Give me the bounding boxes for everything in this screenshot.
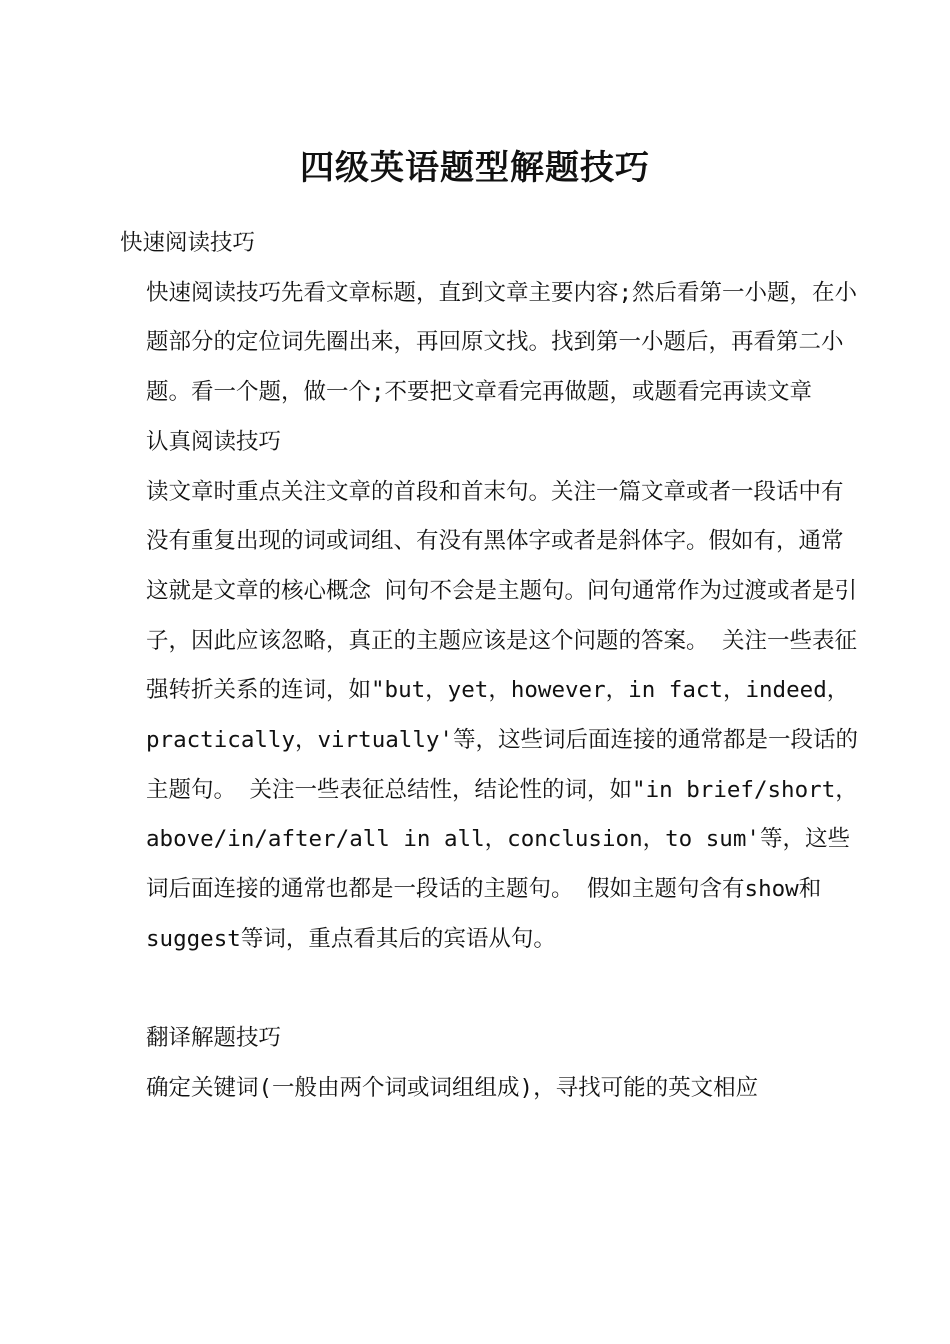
paragraph-spacer [120,965,860,1015]
section-paragraph-careful-reading: 读文章时重点关注文章的首段和首末句。关注一篇文章或者一段话中有没有重复出现的词或词组、有没有黑体字或者是斜体字。假如有，通常这就是文章的核心概念 问句不会是主题句。问句通常作为过渡或者是引子，因此应该忽略，真正的主题应该是这个问题的答案。 关注一些表征强转折关系的连词，如"but，yet，however，in fact，indeed，practically，virtually'等，这些词后面连接的通常都是一段话的主题句。 关注一些表征总结性，结论性的词，如"in brief/short，above/in/after/all in all，conclusion，to sum'等，这些词后面连接的通常也都是一段话的主题句。 假如主题句含有show和suggest等词，重点看其后的宾语从句。 [146,478,858,952]
section-paragraph-translation: 确定关键词(一般由两个词或词组组成)，寻找可能的英文相应 [146,1074,759,1101]
section-heading-translation: 翻译解题技巧 [146,1025,282,1052]
section-heading-fast-reading: 快速阅读技巧 [120,230,256,256]
document-body [120,219,860,1114]
section-heading-careful-reading: 认真阅读技巧 [146,428,282,455]
section-paragraph-fast-reading: 快速阅读技巧先看文章标题，直到文章主要内容;然后看第一小题，在小题部分的定位词先圈出来，再回原文找。找到第一小题后，再看第二小题。看一个题，做一个;不要把文章看完再做题，或题看完再读文章 [146,279,858,406]
document-title: 四级英语题型解题技巧 [300,148,650,188]
